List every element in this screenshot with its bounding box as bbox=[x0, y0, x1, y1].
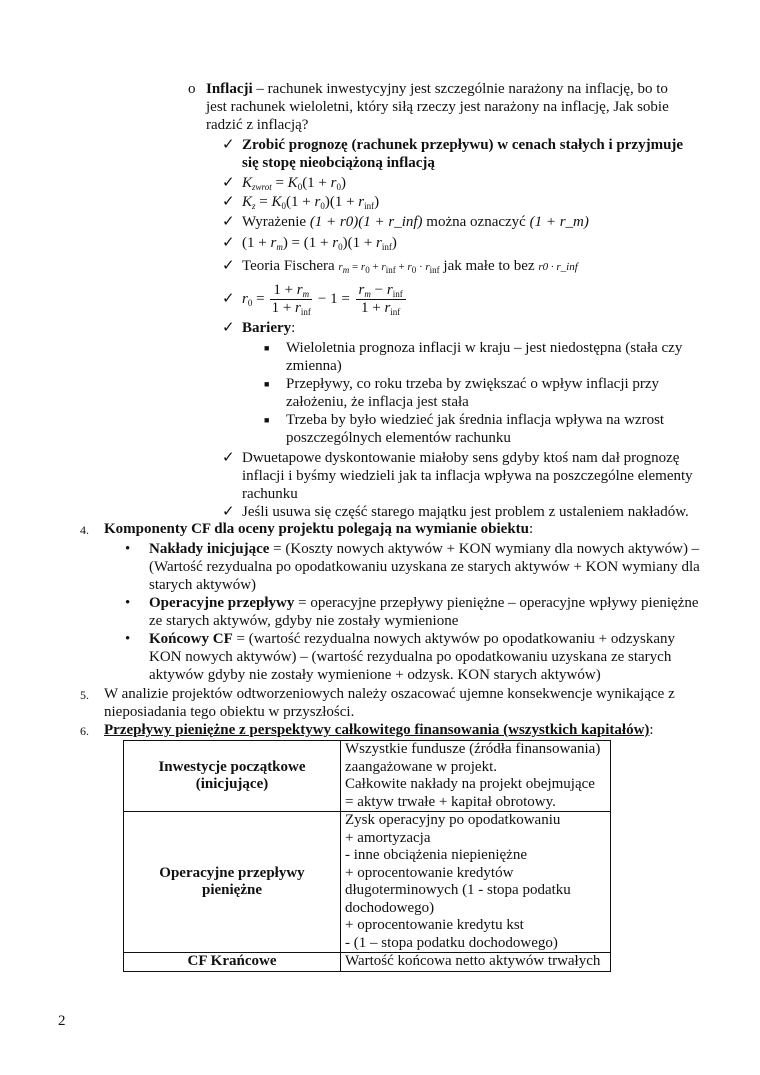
formula-k-z: ✓ $K_z = K_0(1 + r_0)(1 + r_{inf})$ bbox=[222, 194, 380, 211]
square-bullet-icon: ■ bbox=[264, 343, 270, 353]
component-text: = operacyjne przepływy pieniężne – operacyjne wpływy pieniężne ze starych aktywów, gdyby nie zostały wymienione bbox=[149, 595, 699, 629]
component-item bbox=[125, 630, 704, 684]
check-text: Jeśli usuwa się część starego majątku jest problem z ustaleniem nakładów. bbox=[242, 504, 689, 520]
check-item bbox=[222, 136, 712, 174]
cell-line: + amortyzacja bbox=[345, 829, 431, 846]
inflation-paragraph bbox=[206, 80, 706, 134]
item-title: Komponenty CF dla oceny projektu polegają na wymianie obiektu bbox=[104, 521, 530, 537]
square-bullet-icon: ■ bbox=[264, 415, 270, 425]
check-text: Teoria Fischera bbox=[242, 258, 335, 274]
check-text: Wyrażenie bbox=[242, 214, 307, 230]
row-cell bbox=[341, 953, 611, 972]
formula-rm-label: (1 + r_m) bbox=[529, 214, 589, 230]
check-text: można oznaczyć bbox=[426, 214, 526, 230]
list-number: 4. bbox=[80, 523, 89, 537]
row-header: Operacyjne przepływy pieniężne bbox=[124, 812, 341, 953]
item-6-title: Przepływy pieniężne z perspektywy całkowitego finansowania (wszystkich kapitałów): bbox=[104, 722, 654, 738]
component-term: Końcowy CF bbox=[149, 631, 233, 647]
barrier-text: Trzeba by było wiedzieć jak średnia inflacja wpływa na wzrost poszczególnych elementów rachunku bbox=[286, 412, 665, 446]
component-item bbox=[125, 594, 704, 630]
cell-line: Wartość końcowa netto aktywów trwałych bbox=[345, 953, 601, 969]
component-item bbox=[125, 540, 704, 594]
check-item: ✓ Bariery: bbox=[222, 320, 296, 336]
check-icon: ✓ bbox=[222, 258, 235, 274]
barrier-item bbox=[264, 411, 696, 449]
inflation-term: Inflacji bbox=[206, 81, 253, 97]
check-icon: ✓ bbox=[222, 137, 235, 153]
formula-rm: ✓ $(1 + r_m) = (1 + r_0)(1 + r_{inf})$ bbox=[222, 235, 397, 252]
barrier-item bbox=[264, 339, 696, 375]
check-item bbox=[222, 503, 722, 521]
page-number: 2 bbox=[58, 1013, 66, 1029]
component-term: Operacyjne przepływy bbox=[149, 595, 295, 611]
check-text: Zrobić prognozę (rachunek przepływu) w cenach stałych i przyjmuje bbox=[242, 137, 684, 153]
cell-line: Zysk operacyjny po opodatkowaniu bbox=[345, 812, 561, 828]
barrier-text: Przepływy, co roku trzeba by zwiększać o wpływ inflacji przy założeniu, że inflacja jest stała bbox=[286, 376, 660, 410]
barrier-item bbox=[264, 375, 696, 411]
cell-line: + oprocentowanie kredytu kst bbox=[345, 917, 524, 933]
check-item bbox=[222, 213, 712, 234]
list-number: 6. bbox=[80, 724, 89, 738]
barrier-list bbox=[222, 339, 696, 449]
inflation-text: radzić z inflacją? bbox=[206, 117, 309, 133]
row-header: Inwestycje początkowe (inicjujące) bbox=[124, 741, 341, 812]
formula-r0: ✓ $r_0$ = $\frac{1 + r_m}{1 + r_{inf}}$ − 1 = $\frac{r_m - r_{inf}}{1 + r_{inf}}$ bbox=[222, 279, 712, 319]
sub-bullet-marker: o bbox=[188, 81, 196, 97]
check-icon: ✓ bbox=[222, 214, 235, 230]
component-text: = (Koszty nowych aktywów + KON wymiany dla nowych aktywów) – (Wartość rezydualna po opodatkowaniu uzyskana ze starych aktywów + KON wymiany dla starych aktywów) bbox=[149, 541, 700, 593]
check-item bbox=[222, 449, 702, 503]
row-cell bbox=[341, 741, 611, 812]
table-row bbox=[124, 953, 611, 972]
check-icon: ✓ bbox=[222, 235, 235, 251]
cell-line: Całkowite nakłady na projekt obejmujące = aktyw trwałe + kapitał obrotowy. bbox=[345, 776, 595, 810]
check-list bbox=[222, 136, 712, 521]
check-icon: ✓ bbox=[222, 320, 235, 336]
check-icon: ✓ bbox=[222, 194, 235, 210]
check-text: jak małe to bez bbox=[443, 258, 535, 274]
formula-expression: (1 + r0)(1 + r_inf) bbox=[309, 214, 423, 230]
table-row bbox=[124, 812, 611, 953]
components-list bbox=[125, 540, 704, 684]
cash-flow-table bbox=[123, 740, 611, 972]
table-row bbox=[124, 741, 611, 812]
cell-line: - inne obciążenia niepieniężne bbox=[345, 847, 527, 863]
cell-line: Wszystkie fundusze (źródła finansowania) zaangażowane w projekt. bbox=[345, 741, 601, 775]
check-text: Dwuetapowe dyskontowanie miałoby sens gdyby ktoś nam dał prognozę inflacji i byśmy wiedzieli jak ta inflacja wpływa na poszczególne elementy rachunku bbox=[242, 450, 693, 502]
formula-k-zwrot: ✓ $K_{zwrot} = K_0(1 + r_0)$ bbox=[222, 175, 346, 192]
check-icon: ✓ bbox=[222, 291, 235, 307]
formula-product: r0 · r_inf bbox=[538, 261, 578, 273]
list-number: 5. bbox=[80, 688, 89, 702]
item-4-title: Komponenty CF dla oceny projektu polegają na wymianie obiektu: bbox=[104, 521, 534, 537]
item-title: Przepływy pieniężne z perspektywy całkowitego finansowania (wszystkich kapitałów) bbox=[104, 722, 650, 738]
cell-line: - (1 – stopa podatku dochodowego) bbox=[345, 934, 558, 951]
square-bullet-icon: ■ bbox=[264, 379, 270, 389]
component-term: Nakłady inicjujące bbox=[149, 541, 270, 557]
check-item: ✓ Teoria Fischera $r_m = r_0 + r_{inf} + r_0 \cdot r_{inf}$ jak małe to bez r0 · r_inf bbox=[222, 258, 578, 275]
check-icon: ✓ bbox=[222, 175, 235, 191]
row-cell bbox=[341, 812, 611, 953]
barrier-text: Wieloletnia prognoza inflacji w kraju – jest niedostępna (stała czy zmienna) bbox=[286, 340, 683, 374]
item-5-text: W analizie projektów odtworzeniowych należy oszacować ujemne konsekwencje wynikające z nieposiadania tego obiektu w przyszłości. bbox=[104, 686, 675, 720]
bullet-icon: • bbox=[125, 541, 131, 557]
component-text: = (wartość rezydualna nowych aktywów po opodatkowaniu + odzyskany KON nowych aktywów) – (wartość rezydualna po opodatkowaniu uzyskana ze starych aktywów gdyby nie zostały wymienione + odzysk. KON starych aktywów) bbox=[149, 631, 675, 683]
inflation-text: jest rachunek wieloletni, który siłą rzeczy jest narażony na inflację, Jak sobie bbox=[206, 99, 669, 115]
check-text: się stopę nieobciążoną inflacją bbox=[242, 155, 435, 171]
bullet-icon: • bbox=[125, 595, 131, 611]
bullet-icon: • bbox=[125, 631, 131, 647]
row-header: CF Krańcowe bbox=[124, 953, 341, 972]
barriers-label: Bariery bbox=[242, 320, 292, 336]
check-icon: ✓ bbox=[222, 504, 235, 520]
check-icon: ✓ bbox=[222, 450, 235, 466]
cell-line: + oprocentowanie kredytów długoterminowych (1 - stopa podatku dochodowego) bbox=[345, 864, 571, 916]
inflation-text: – rachunek inwestycyjny jest szczególnie narażony na inflację, bo to bbox=[252, 81, 668, 97]
